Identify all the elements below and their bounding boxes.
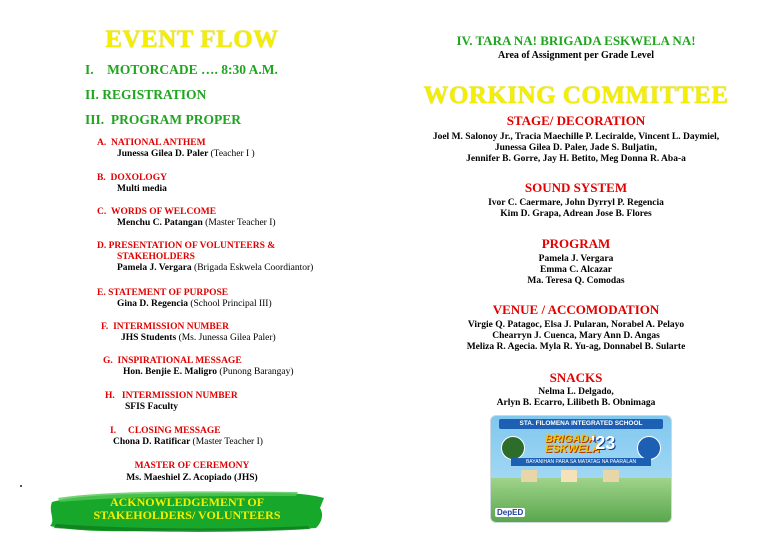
working-committee-title: WORKING COMMITTEE [423,82,729,109]
acknowledgement-banner [48,488,326,534]
school-building-icon [561,470,577,482]
program-item-g [103,356,294,378]
program-person: Pamela J. Vergara [117,263,192,273]
school-logo-icon [501,436,525,460]
committee-members-line: Kim D. Grapa, Adrean Jose B. Flores [500,209,652,219]
program-title: INTERMISSION NUMBER [113,322,229,332]
program-letter: B. [97,173,106,183]
main-item-number: III. [85,112,105,127]
program-title: WORDS OF WELCOME [111,207,217,217]
program-letter: C. [97,207,107,217]
program-title: CLOSING MESSAGE [127,426,221,436]
committee-heading: STAGE/ DECORATION [506,113,646,128]
main-item-label: MOTORCADE …. 8:30 A.M. [107,62,278,77]
banner-school-name: STA. FILOMENA INTEGRATED SCHOOL [499,419,663,429]
school-building-icon [603,470,619,482]
program-role: (Master Teacher I) [192,437,263,447]
tara-na-heading: IV. TARA NA! BRIGADA ESKWELA NA! [456,33,696,48]
committee-members-line: Junessa Gilea D. Paler, Jade S. Buljatin, [494,143,658,153]
committee-members-line: Nelma L. Delgado, [538,387,614,397]
program-role: (Teacher I ) [210,149,255,159]
deped-logo: DepED [497,508,524,517]
banner-slogan: BAYANIHAN PARA SA MATATAG NA PAARALAN [511,458,651,466]
committee-members-line: Emma C. Alcazar [539,265,613,275]
committee-heading: SNACKS [549,370,603,385]
program-item-h [105,391,238,413]
banner-brigada-text: BRIGADA [545,433,597,445]
program-letter: H. [105,391,115,401]
master-of-ceremony-name: Ms. Maeshiel Z. Acopiado (JHS) [126,473,258,483]
program-item-e [97,288,272,310]
program-letter: E. [97,288,106,298]
program-letter: G. [103,356,113,366]
banner-year: '23 [591,433,616,453]
committee-members-line: Ma. Teresa Q. Comodas [527,276,625,286]
program-item-d [97,241,313,274]
program-title: DOXOLOGY [110,173,167,183]
program-person: JHS Students [121,333,177,343]
committee-members-line: Jennifer B. Gorre, Jay H. Betito, Meg Donna R. Aba-a [466,154,686,164]
program-person: Hon. Benjie E. Maligro [123,367,218,377]
main-item-registration [85,87,206,103]
committee-heading: SOUND SYSTEM [524,180,628,195]
program-title: STATEMENT OF PURPOSE [108,288,229,298]
committee-members-line: Virgie Q. Patagoc, Elsa J. Pularan, Norabel A. Pelayo [467,320,685,330]
program-letter: A. [97,138,107,148]
committee-sound-system [384,180,768,220]
program-person: SFIS Faculty [125,402,179,412]
area-of-assignment: Area of Assignment per Grade Level [497,50,654,61]
main-item-motorcade [85,62,278,78]
program-letter: I. [110,426,117,436]
program-person: Multi media [117,184,167,194]
main-item-number: I. [85,62,94,77]
committee-members-line: Pamela J. Vergara [538,254,614,264]
program-role: (Brigada Eskwela Coordiantor) [194,263,314,273]
program-person: Junessa Gilea D. Paler [117,149,209,159]
program-item-a [97,138,255,160]
master-of-ceremony [0,460,384,484]
master-of-ceremony-title: MASTER OF CEREMONY [134,461,250,471]
brigada-eskwela-banner-image [490,415,672,523]
committee-heading: VENUE / ACCOMODATION [492,302,660,317]
committee-members-line: Joel M. Salonoy Jr., Tracia Maechille P. Leciralde, Vincent L. Daymiel, [432,132,720,142]
program-letter: F. [101,322,109,332]
program-person: Menchu C. Patangan [117,218,203,228]
acknowledgement-line-1: ACKNOWLEDGEMENT OF [109,495,265,509]
committee-program [384,236,768,287]
committee-stage-decoration [384,113,768,165]
program-item-b [97,173,167,195]
program-title: PRESENTATION OF VOLUNTEERS & [108,241,276,251]
program-role: (School Principal III) [190,299,272,309]
banner-eskwela-text: ESKWELA [545,443,600,455]
acknowledgement-line-2: STAKEHOLDERS/ VOLUNTEERS [93,508,281,522]
program-letter: D. [97,241,107,251]
program-item-c [97,207,276,229]
committee-members-line: Chearryn J. Cuenca, Mary Ann D. Angas [492,331,660,341]
program-role: (Ms. Junessa Gilea Paler) [178,333,276,343]
committee-members-line: Meliza R. Agecia. Myla R. Yu-ag, Donnabel B. Sularte [466,342,686,352]
deped-seal-icon [637,436,661,460]
event-flow-title: EVENT FLOW [105,26,279,53]
main-item-label: PROGRAM PROPER [110,112,241,127]
acknowledgement-text [48,496,326,522]
program-person: Chona D. Ratificar [113,437,191,447]
program-title: INTERMISSION NUMBER [121,391,238,401]
committee-snacks [384,370,768,409]
main-item-number: II. [85,87,99,102]
main-item-label: REGISTRATION [102,87,207,102]
program-role: (Punong Barangay) [219,367,294,377]
main-item-program-proper [85,112,241,128]
program-title-continued: STAKEHOLDERS [117,252,195,262]
stray-dot [20,485,22,487]
program-item-f [101,322,276,344]
program-item-i [110,426,263,448]
program-role: (Master Teacher I) [205,218,276,228]
program-person: Gina D. Regencia [117,299,188,309]
committee-heading: PROGRAM [541,236,611,251]
committee-members-line: Arlyn B. Ecarro, Lilibeth B. Obnimaga [496,398,656,408]
program-title: NATIONAL ANTHEM [111,138,206,148]
committee-members-line: Ivor C. Caermare, John Dyrryl P. Regencia [488,198,664,208]
school-building-icon [521,470,537,482]
program-title: INSPIRATIONAL MESSAGE [117,356,242,366]
committee-venue-accommodation [384,302,768,353]
